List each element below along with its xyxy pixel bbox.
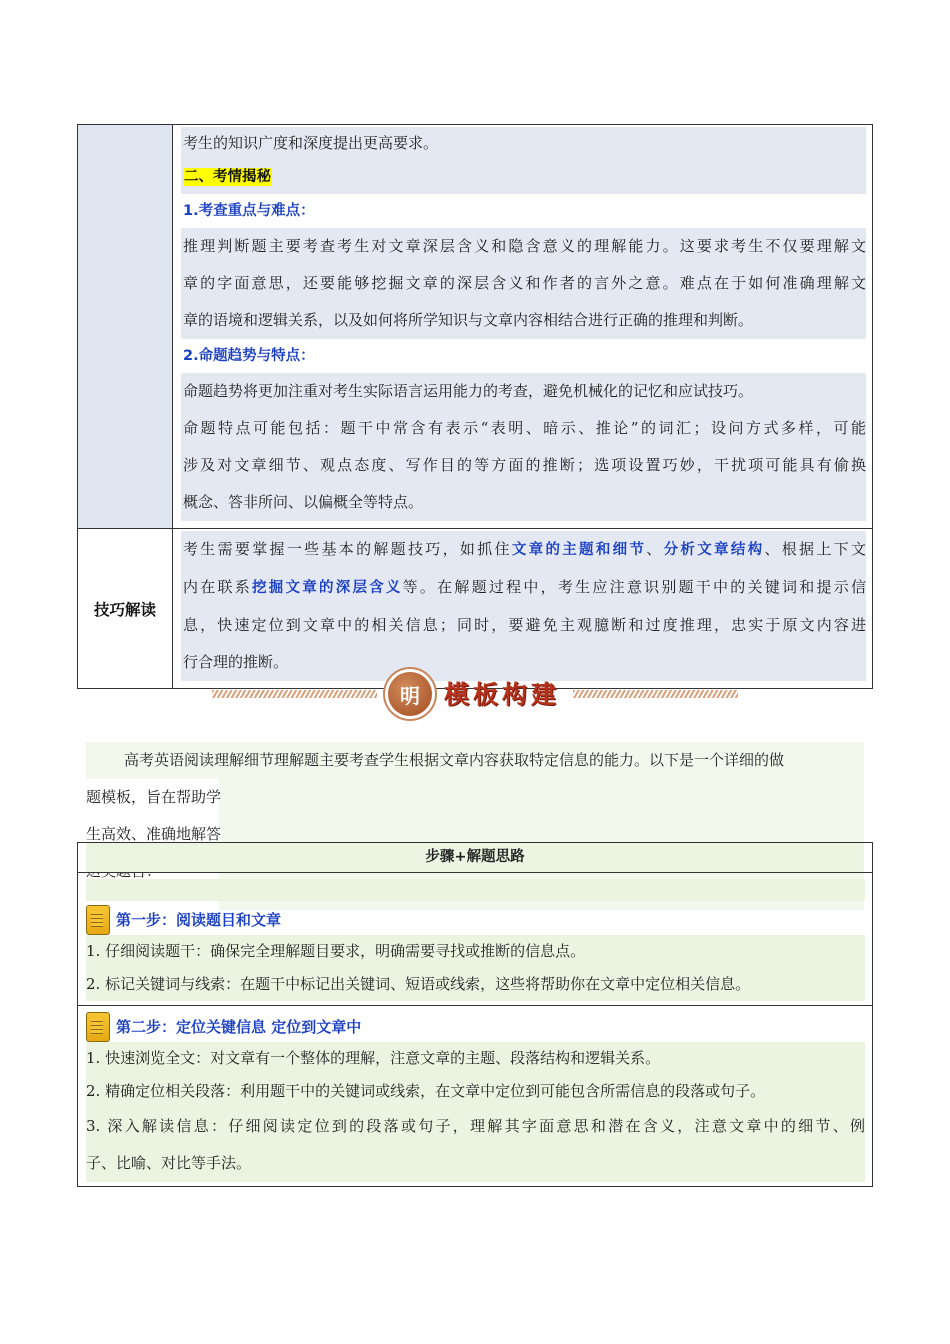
exam-insights-content: [173, 125, 872, 528]
section-heading: 二、考情揭秘: [184, 169, 271, 185]
step-2-title: 第二步：定位关键信息 定位到文章中: [116, 1018, 362, 1036]
sub2-line: 命题趋势将更加注重对考生实际语言运用能力的考查，避免机械化的记忆和应试技巧。: [181, 373, 866, 410]
step-2-line: 2. 精确定位相关段落：利用题干中的关键词或线索，在文章中定位到可能包含所需信息的段落或句子。: [86, 1075, 865, 1108]
section-heading-line: [181, 160, 866, 194]
step-2-line: 1. 快速浏览全文：对文章有一个整体的理解，注意文章的主题、段落结构和逻辑关系。: [86, 1042, 865, 1075]
notebook-icon: [86, 1012, 110, 1042]
banner-badge: 明: [388, 672, 432, 716]
skills-emphasis: 分析文章结构: [663, 542, 765, 558]
steps-header-text: 步骤+解题思路: [86, 843, 864, 872]
step-1-line: 2. 标记关键词与线索：在题干中标记出关键词、短语或线索，这些将帮助你在文章中定位相关信息。: [86, 968, 865, 1001]
skills-text: 等。在解题过程中，考生应注意识别题干中的关键词和提示信: [402, 578, 866, 596]
skills-line-4: 行合理的推断。: [181, 644, 866, 681]
sub2-title: 2.命题趋势与特点：: [183, 348, 315, 364]
sub1-line: 章的字面意思，还要能够挖掘文章的深层含义和作者的言外之意。难点在于如何准确理解文: [181, 265, 866, 302]
skills-line-3: 息，快速定位到文章中的相关信息；同时，要避免主观臆断和过度推理，忠实于原文内容进: [181, 607, 866, 644]
sub2-line: 概念、答非所问、以偏概全等特点。: [181, 484, 866, 521]
continued-line: 考生的知识广度和深度提出更高要求。: [181, 127, 866, 160]
row-label-empty: [78, 125, 173, 528]
steps-table-header: [78, 843, 872, 873]
skills-label: 技巧解读: [78, 529, 173, 688]
exam-insights-row: [78, 125, 872, 528]
section-banner: [212, 668, 738, 720]
skills-row: [78, 528, 872, 688]
skills-line-1: [181, 531, 866, 569]
notebook-icon: [86, 905, 110, 935]
step-1-line: 1. 仔细阅读题干：确保完全理解题目要求，明确需要寻找或推断的信息点。: [86, 935, 865, 968]
banner-title: 模板构建: [444, 680, 561, 709]
step-2-line: 子、比喻、对比等手法。: [86, 1145, 865, 1182]
steps-table: [77, 842, 873, 1187]
sub1-title-line: [181, 194, 866, 228]
skills-content: [173, 529, 872, 688]
step-2-title-line: [86, 1012, 865, 1042]
sub2-line: 涉及对文章细节、观点态度、写作目的等方面的推断；选项设置巧妙，干扰项可能具有偷换: [181, 447, 866, 484]
step-1: [78, 873, 872, 1005]
skills-emphasis: 文章的主题和细节: [511, 542, 647, 558]
skills-emphasis: 挖掘文章的深层含义: [251, 580, 403, 596]
skills-text: 、: [646, 540, 664, 558]
skills-line-2: [181, 569, 866, 607]
intro-line-2: 题模板，旨在帮助学生高效、准确地解答: [86, 779, 864, 890]
exam-analysis-table: [77, 124, 873, 689]
step-2: [78, 1005, 872, 1186]
intro-line-1: 高考英语阅读理解细节理解题主要考查学生根据文章内容获取特定信息的能力。以下是一个详细的做: [86, 742, 864, 779]
banner-stripe-right: [573, 690, 738, 698]
sub1-line: 章的语境和逻辑关系，以及如何将所学知识与文章内容相结合进行正确的推理和判断。: [181, 302, 866, 339]
skills-text: 内在联系: [183, 578, 252, 596]
step-1-title-line: [86, 905, 865, 935]
step-1-title: 第一步：阅读题目和文章: [116, 911, 282, 929]
skills-text: 、根据上下文: [764, 540, 866, 558]
sub2-title-line: [181, 339, 866, 373]
step-2-line: 3. 深入解读信息：仔细阅读定位到的段落或句子，理解其字面意思和潜在含义，注意文章中的细节、例: [86, 1108, 865, 1145]
sub1-line: 推理判断题主要考查考生对文章深层含义和隐含意义的理解能力。这要求考生不仅要理解文: [181, 228, 866, 265]
banner-stripe-left: [212, 690, 377, 698]
spacer-line: [86, 879, 865, 901]
skills-text: 考生需要掌握一些基本的解题技巧，如抓住: [183, 540, 512, 558]
sub1-title: 1.考查重点与难点：: [183, 203, 315, 219]
sub2-line: 命题特点可能包括：题干中常含有表示“表明、暗示、推论”的词汇；设问方式多样，可能: [181, 410, 866, 447]
